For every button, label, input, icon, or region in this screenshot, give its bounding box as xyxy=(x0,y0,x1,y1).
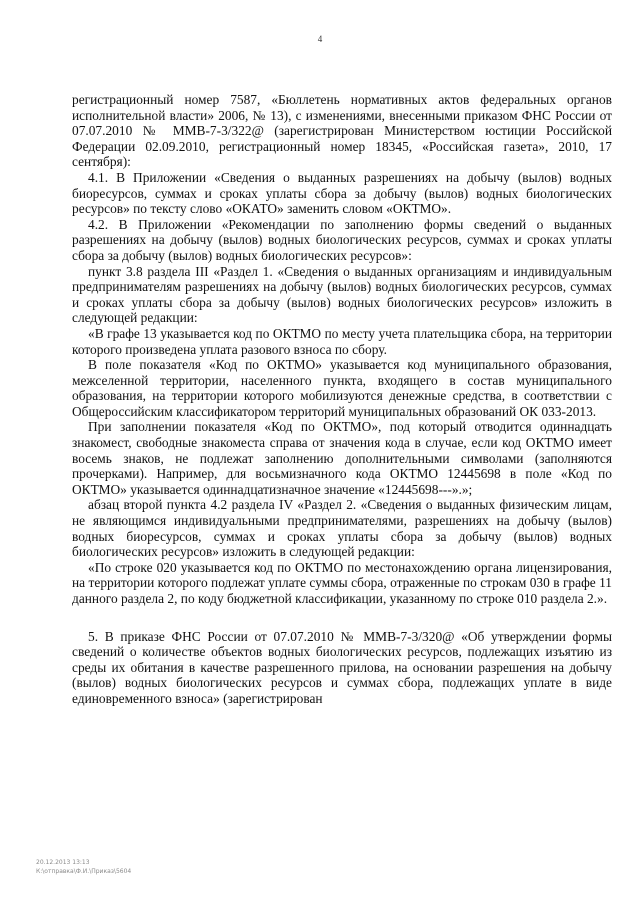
paragraph-gap xyxy=(72,607,612,629)
paragraph-item-5: 5. В приказе ФНС России от 07.07.2010 № ММВ-7-3/320@ «Об утверждении формы сведений о количестве объектов водных биологических ресурсов, подлежащих изъятию из среды их обитания в качестве разрешенного прилова, на основании разрешения на добычу (вылов) водных биологических ресурсов и суммах сбора, подлежащих уплате в виде единовременного взноса» (зарегистрирован xyxy=(72,628,612,706)
paragraph-quote-line-020: «По строке 020 указывается код по ОКТМО по местонахождению органа лицензирования, на территории которого подлежат уплате суммы сбора, отраженные по строкам 030 в графе 11 данного раздела 2, по коду бюджетной классификации, указанному по строке 010 раздела 2.». xyxy=(72,559,612,606)
document-footer xyxy=(36,858,131,876)
paragraph-4-1: 4.1. В Приложении «Сведения о выданных разрешениях на добычу (вылов) водных биоресурсов, суммах и сроках уплаты сбора за добычу (вылов) водных биологических ресурсов» по тексту слово «ОКАТО» заменить словом «ОКТМО». xyxy=(72,169,612,217)
footer-file-path: К:\отправка\Ф.И.\Приказ\5604 xyxy=(36,868,132,875)
document-body xyxy=(72,92,612,707)
paragraph-point-3-8: пункт 3.8 раздела III «Раздел 1. «Сведения о выданных организациям и индивидуальным предпринимателям разрешениях на добычу (вылов) водных биологических ресурсов, суммах и сроках уплаты сбора за добычу (вылов) водных биологических ресурсов» изложить в следующей редакции: xyxy=(72,263,612,326)
paragraph-4-2: 4.2. В Приложении «Рекомендации по заполнению формы сведений о выданных разрешениях на добычу (вылов) водных биологических ресурсов, суммах и сроках уплаты сбора за добычу (вылов) водных биологических ресурсов»: xyxy=(72,216,612,263)
paragraph-quote-column-13: «В графе 13 указывается код по ОКТМО по месту учета плательщика сбора, на территории которого произведена уплата разового взноса по сбору. xyxy=(72,325,612,357)
paragraph-oktmo-filling: При заполнении показателя «Код по ОКТМО», под который отводится одиннадцать знакомест, свободные знакоместа справа от значения кода в случае, если код ОКТМО имеет восемь знаков, не подлежат заполнению дополнительными символами (заполняются прочерками). Например, для восьмизначного кода ОКТМО 12445698 в поле «Код по ОКТМО» указывается одиннадцатизначное значение «12445698---».»; xyxy=(72,419,612,497)
paragraph-section-4-2: абзац второй пункта 4.2 раздела IV «Раздел 2. «Сведения о выданных физическим лицам, не являющимся индивидуальными предпринимателями, разрешениях на добычу (вылов) водных биоресурсов, суммах и сроках уплаты сбора за добычу (вылов) водных биологических ресурсов» изложить в следующей редакции: xyxy=(72,497,612,560)
page-number: 4 xyxy=(317,34,323,44)
footer-timestamp: 20.12.2013 13:13 xyxy=(36,859,90,866)
paragraph-continuation: регистрационный номер 7587, «Бюллетень нормативных актов федеральных органов исполнительной власти» 2006, № 13), с изменениями, внесенными приказом ФНС России от 07.07.2010 № ММВ-7-3/322@ (зарегистрирован Министерством юстиции Российской Федерации 02.09.2010, регистрационный номер 18345, «Российская газета», 2010, 17 сентября): xyxy=(72,92,612,170)
paragraph-oktmo-field: В поле показателя «Код по ОКТМО» указывается код муниципального образования, межселенной территории, населенного пункта, входящего в состав муниципального образования, на территории которого мобилизуются денежные средства, в соответствии с Общероссийским классификатором территорий муниципальных образований ОК 033-2013. xyxy=(72,357,612,419)
